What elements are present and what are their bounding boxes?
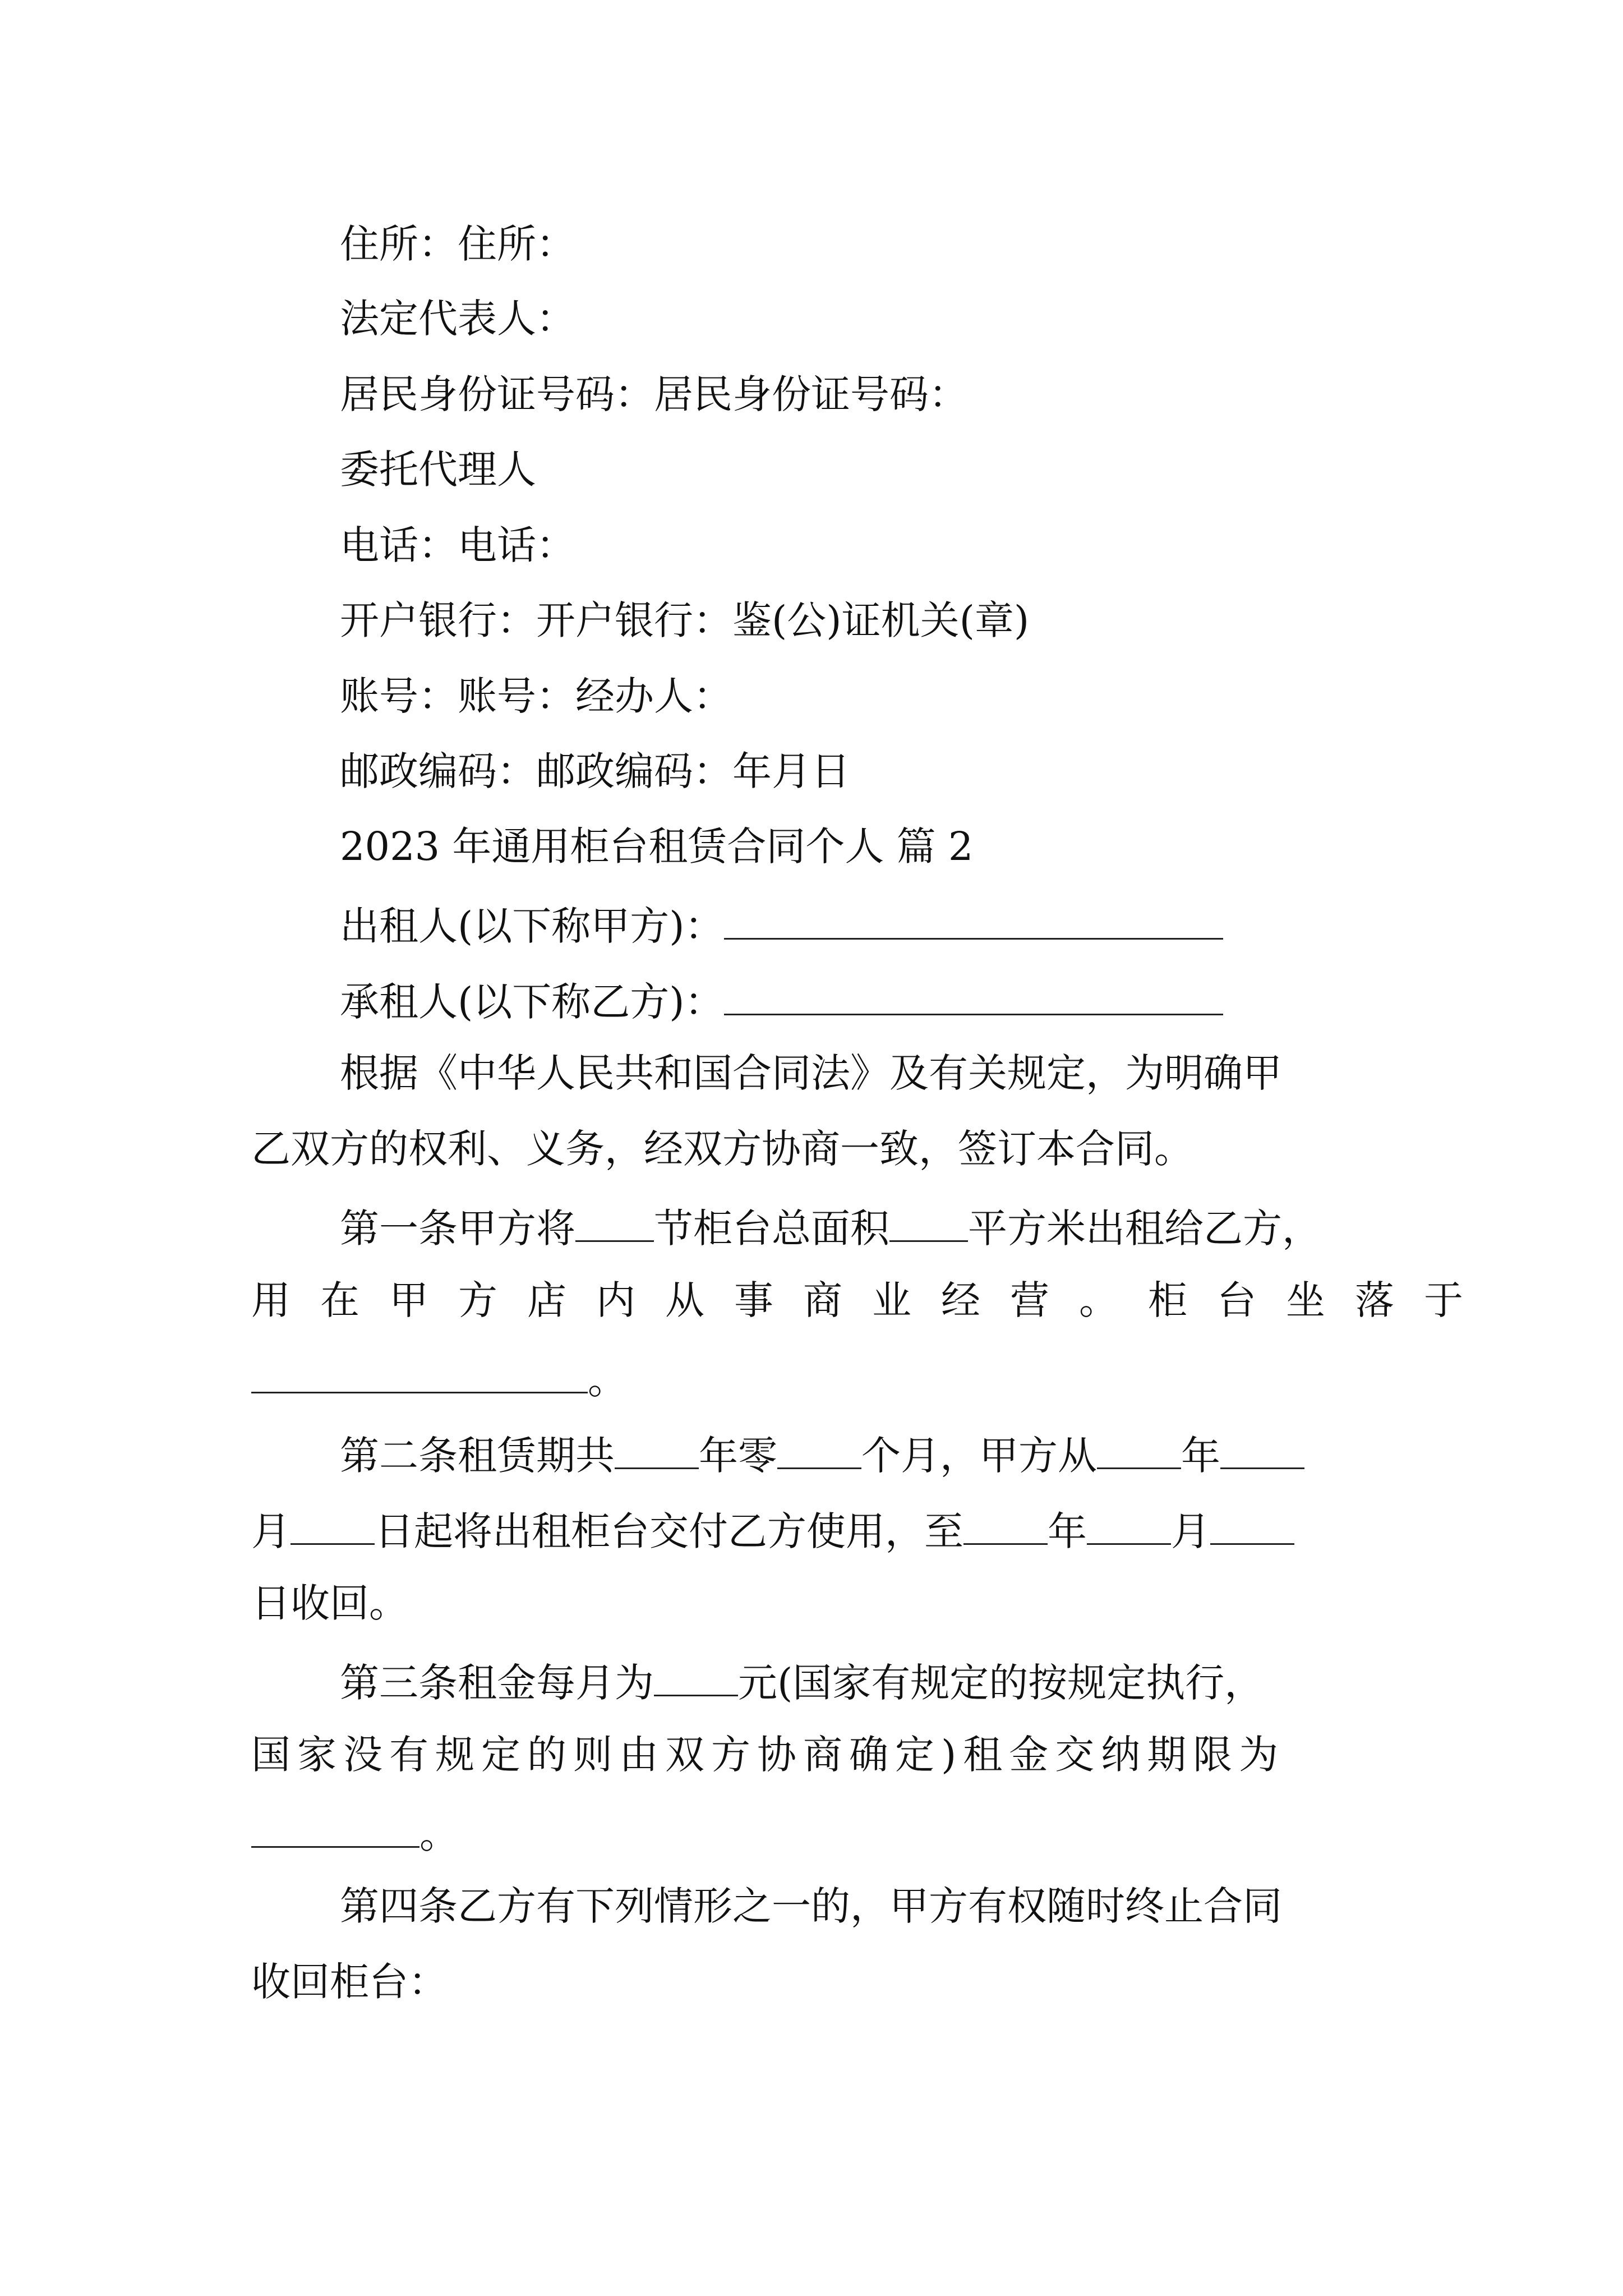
party-b-line (340, 978, 1223, 1025)
article2-blank-end-year (963, 1508, 1048, 1545)
article3-end: 。 (419, 1811, 459, 1857)
article1-blank-area (889, 1205, 968, 1242)
party-b-blank (724, 978, 1223, 1015)
article2-blank-start-month (1220, 1432, 1304, 1469)
article1-text-2: 节柜台总面积 (654, 1205, 889, 1251)
section-heading: 2023 年通用柜台租赁合同个人 篇 2 (340, 823, 974, 869)
article4-line-2: 收回柜台： (251, 1959, 448, 2005)
article3-text-1: 第三条租金每月为 (340, 1660, 654, 1706)
article1-blank-location (251, 1356, 588, 1393)
article2-text-7: 年 (1048, 1508, 1087, 1554)
info-line-bank: 开户银行：开户银行：鉴(公)证机关(章) (340, 597, 1030, 643)
article2-blank-months (777, 1432, 861, 1469)
article1-end: 。 (588, 1357, 627, 1403)
party-a-blank (724, 903, 1223, 940)
article3-blank-rent (654, 1659, 738, 1696)
article1-text-1: 第一条甲方将 (340, 1205, 575, 1251)
info-line-address: 住所：住所： (340, 221, 575, 267)
article3-line-1 (340, 1659, 1264, 1706)
article3-line-3 (251, 1811, 459, 1857)
article2-text-8: 月 (1171, 1508, 1210, 1554)
party-a-line (340, 903, 1223, 949)
article2-line-2 (251, 1508, 1294, 1554)
article2-blank-end-month (1087, 1508, 1171, 1545)
article2-blank-years (615, 1432, 699, 1469)
article2-text-5: 月 (251, 1508, 291, 1554)
article2-text-6: 日起将出租柜台交付乙方使用，至 (375, 1508, 963, 1554)
article2-text-1: 第二条租赁期共 (340, 1433, 615, 1479)
article2-line-3: 日收回。 (251, 1580, 408, 1626)
article3-blank-deadline (251, 1811, 419, 1848)
article2-blank-end-day (1210, 1508, 1294, 1545)
article1-line-2: 用在甲方店内从事商业经营。柜台坐落于 (251, 1277, 1493, 1323)
article1-line-1 (340, 1205, 1321, 1251)
intro-line-1: 根据《中华人民共和国合同法》及有关规定，为明确甲 (340, 1050, 1282, 1096)
article3-text-2: 元(国家有规定的按规定执行， (738, 1660, 1264, 1706)
article3-line-2: 国家没有规定的则由双方协商确定)租金交纳期限为 (251, 1732, 1285, 1778)
article2-blank-start-year (1097, 1432, 1181, 1469)
info-line-id-number: 居民身份证号码：居民身份证号码： (340, 371, 968, 417)
article2-blank-start-day (291, 1508, 375, 1545)
article1-line-3 (251, 1356, 627, 1403)
info-line-legal-rep: 法定代表人： (340, 296, 575, 342)
info-line-account: 账号：账号：经办人： (340, 673, 732, 719)
article1-text-3: 平方米出租给乙方， (968, 1205, 1321, 1251)
article2-line-1 (340, 1432, 1304, 1479)
party-b-label: 承租人(以下称乙方)： (340, 979, 724, 1025)
article1-blank-sections (575, 1205, 654, 1242)
info-line-phone: 电话：电话： (340, 522, 575, 568)
article2-text-2: 年零 (699, 1433, 777, 1479)
info-line-postcode: 邮政编码：邮政编码：年月日 (340, 748, 850, 794)
party-a-label: 出租人(以下称甲方)： (340, 903, 724, 949)
article2-text-3: 个月，甲方从 (861, 1433, 1097, 1479)
article4-line-1: 第四条乙方有下列情形之一的，甲方有权随时终止合同 (340, 1883, 1282, 1929)
intro-line-2: 乙双方的权利、义务，经双方协商一致，签订本合同。 (251, 1126, 1193, 1172)
info-line-agent: 委托代理人 (340, 447, 536, 493)
article2-text-4: 年 (1181, 1433, 1220, 1479)
